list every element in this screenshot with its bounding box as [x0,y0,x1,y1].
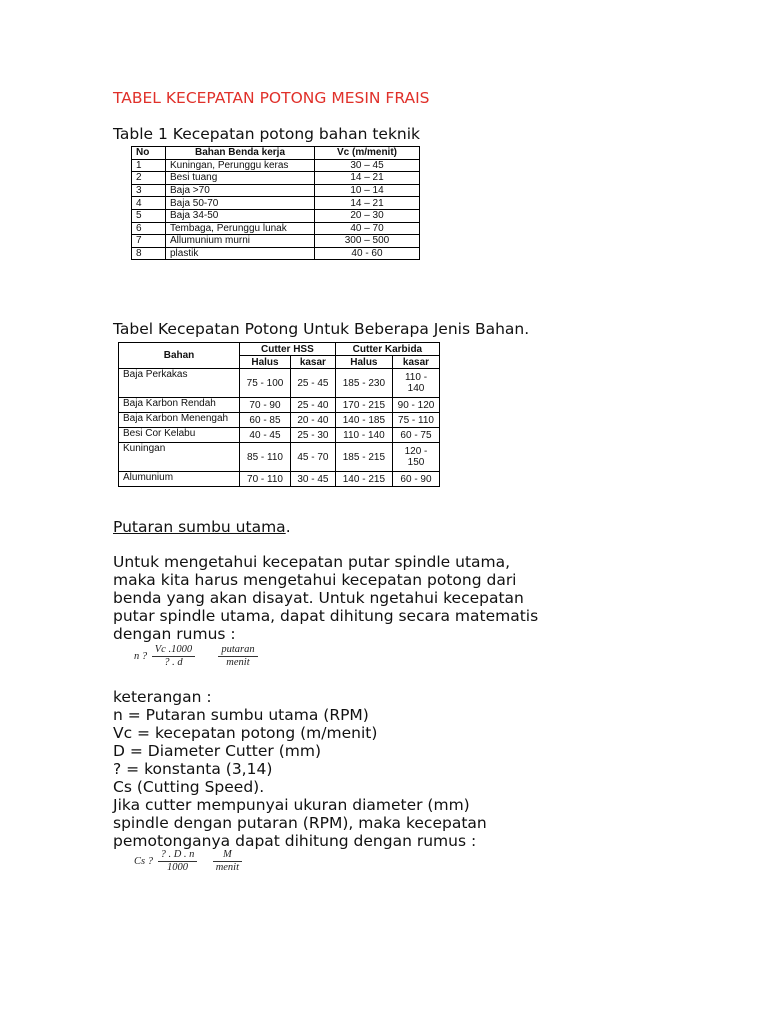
cell-vc: 40 - 60 [315,247,420,260]
table-row [132,172,420,185]
formula-unit-numerator: M [213,849,242,862]
formula-fraction [152,644,195,669]
formula-denominator: ? . d [164,657,183,668]
cell-material: plastik [166,247,315,260]
cell-material: Baja >70 [166,184,315,197]
formula-unit-numerator: putaran [218,644,257,657]
cell-carb-fine: 185 - 215 [335,443,392,472]
cell-hss-rough: 45 - 70 [291,443,336,472]
cutting-speed-table [131,146,420,260]
section-heading [113,518,291,536]
table-row [132,247,420,260]
cell-no: 8 [132,247,166,260]
column-header-carbide-rough: kasar [393,356,440,369]
cell-hss-fine: 40 - 45 [240,428,291,443]
cell-hss-fine: 70 - 110 [240,472,291,487]
table2-body [119,369,440,487]
cell-material: Baja Karbon Rendah [119,398,240,413]
column-header-carbide-fine: Halus [335,356,392,369]
table-row [119,428,440,443]
document-title: TABEL KECEPATAN POTONG MESIN FRAIS [113,89,430,107]
table-row [119,472,440,487]
cell-no: 6 [132,222,166,235]
cell-hss-fine: 60 - 85 [240,413,291,428]
cell-carb-rough: 120 - 150 [393,443,440,472]
cell-material: Baja Perkakas [119,369,240,398]
formula-cutting-speed [134,849,242,874]
cell-vc: 10 – 14 [315,184,420,197]
cell-no: 4 [132,197,166,210]
cell-carb-rough: 75 - 110 [393,413,440,428]
text-line: Cs (Cutting Speed). [113,778,265,796]
cell-vc: 40 – 70 [315,222,420,235]
text-line: Vc = kecepatan potong (m/menit) [113,724,378,742]
cell-hss-fine: 70 - 90 [240,398,291,413]
table-row [132,222,420,235]
formula-unit-denominator: menit [215,862,240,873]
cell-material: Allumunium murni [166,235,315,248]
formula-rpm [134,644,258,669]
cell-carb-rough: 60 - 90 [393,472,440,487]
cell-carb-fine: 185 - 230 [335,369,392,398]
table-row [132,209,420,222]
formula-numerator: ? . D . n [158,849,198,862]
text-line: Jika cutter mempunyai ukuran diameter (mm) [113,796,470,814]
cell-carb-fine: 140 - 185 [335,413,392,428]
text-line: maka kita harus mengetahui kecepatan potong dari [113,571,517,589]
section-heading-period: . [285,518,291,536]
cell-material: Baja 34-50 [166,209,315,222]
text-line: benda yang akan disayat. Untuk ngetahui kecepatan [113,589,524,607]
cell-carb-rough: 60 - 75 [393,428,440,443]
text-line: spindle dengan putaran (RPM), maka kecepatan [113,814,487,832]
cell-material: Baja Karbon Menengah [119,413,240,428]
column-header-hss-fine: Halus [240,356,291,369]
table-row [132,184,420,197]
cell-vc: 20 – 30 [315,209,420,222]
column-header-vc: Vc (m/menit) [315,147,420,160]
cell-material: Kuningan, Perunggu keras [166,159,315,172]
cell-material: Tembaga, Perunggu lunak [166,222,315,235]
column-group-hss: Cutter HSS [240,343,336,356]
cell-carb-rough: 110 - 140 [393,369,440,398]
table-header-row [119,343,440,356]
paragraph-intro [113,553,538,643]
cell-material: Kuningan [119,443,240,472]
text-line: dengan rumus : [113,625,236,643]
table1-body [132,159,420,260]
text-line: n = Putaran sumbu utama (RPM) [113,706,369,724]
text-line: pemotonganya dapat dihitung dengan rumus : [113,832,477,850]
formula-lhs: n ? [134,651,148,662]
cell-hss-rough: 25 - 45 [291,369,336,398]
table1-caption: Table 1 Kecepatan potong bahan teknik [113,125,421,143]
cell-carb-fine: 110 - 140 [335,428,392,443]
cell-no: 3 [132,184,166,197]
paragraph-legend [113,688,487,850]
cell-material: Alumunium [119,472,240,487]
table-row [132,197,420,210]
section-heading-text: Putaran sumbu utama [113,518,286,536]
text-line: ? = konstanta (3,14) [113,760,273,778]
cell-hss-fine: 75 - 100 [240,369,291,398]
table-header-row [132,147,420,160]
text-line: Untuk mengetahui kecepatan putar spindle utama, [113,553,511,571]
cell-no: 1 [132,159,166,172]
column-group-carbide: Cutter Karbida [335,343,439,356]
formula-fraction [158,849,198,874]
column-header-hss-rough: kasar [291,356,336,369]
text-line: keterangan : [113,688,212,706]
cell-material: Besi tuang [166,172,315,185]
cell-hss-rough: 25 - 30 [291,428,336,443]
cell-vc: 30 – 45 [315,159,420,172]
formula-lhs: Cs ? [134,856,153,867]
cell-vc: 14 – 21 [315,172,420,185]
cell-vc: 300 – 500 [315,235,420,248]
formula-denominator: 1000 [167,862,189,873]
cell-vc: 14 – 21 [315,197,420,210]
formula-unit [213,849,242,874]
table-row [119,413,440,428]
table-row [119,369,440,398]
cell-hss-rough: 20 - 40 [291,413,336,428]
table2-caption: Tabel Kecepatan Potong Untuk Beberapa Jenis Bahan. [113,320,530,338]
text-line: D = Diameter Cutter (mm) [113,742,321,760]
formula-unit [218,644,257,669]
cell-carb-rough: 90 - 120 [393,398,440,413]
column-header-material: Bahan [119,343,240,369]
cell-no: 2 [132,172,166,185]
cell-hss-rough: 30 - 45 [291,472,336,487]
cell-carb-fine: 140 - 215 [335,472,392,487]
table-row [119,443,440,472]
formula-numerator: Vc .1000 [152,644,195,657]
cell-carb-fine: 170 - 215 [335,398,392,413]
table-row [119,398,440,413]
formula-unit-denominator: menit [226,657,250,668]
cell-no: 7 [132,235,166,248]
cutter-speed-table [118,342,440,487]
cell-hss-fine: 85 - 110 [240,443,291,472]
cell-no: 5 [132,209,166,222]
table-row [132,159,420,172]
column-header-no: No [132,147,166,160]
cell-material: Besi Cor Kelabu [119,428,240,443]
cell-hss-rough: 25 - 40 [291,398,336,413]
table-row [132,235,420,248]
column-header-material: Bahan Benda kerja [166,147,315,160]
text-line: putar spindle utama, dapat dihitung secara matematis [113,607,539,625]
cell-material: Baja 50-70 [166,197,315,210]
